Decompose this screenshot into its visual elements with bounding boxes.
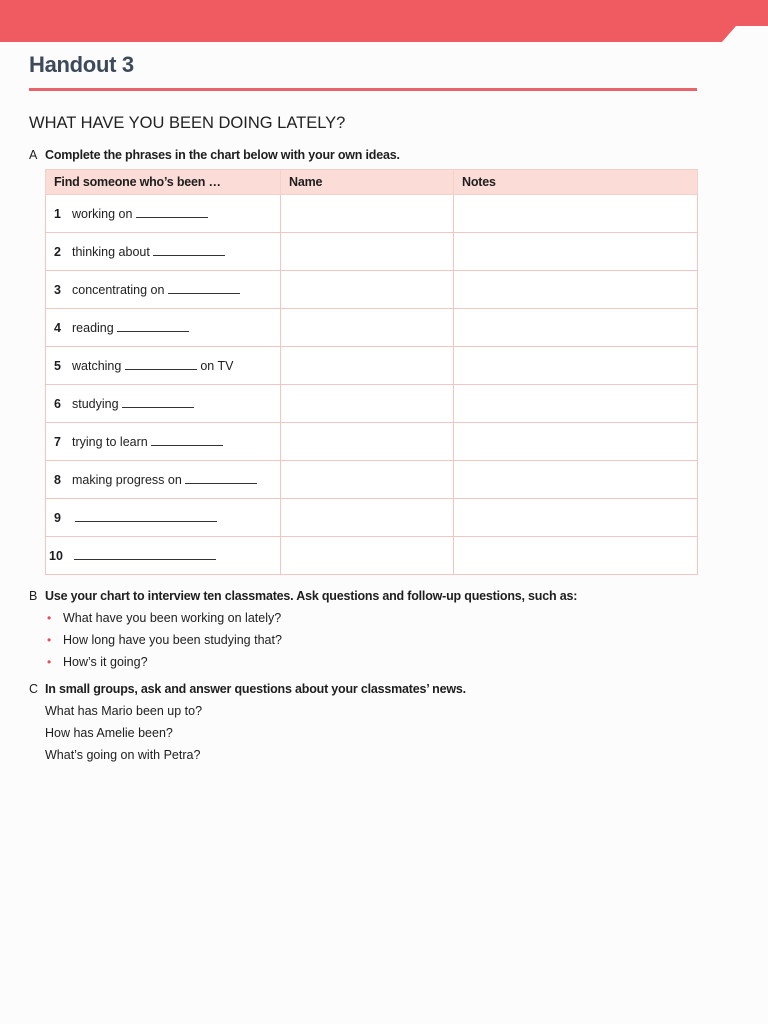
row-number: 10 [49,548,63,563]
table-row [46,537,698,575]
fill-in-blank[interactable] [136,216,208,218]
fill-in-blank[interactable] [75,520,217,522]
column-header-name: Name [281,170,454,195]
fill-in-blank[interactable] [151,444,223,446]
notes-cell[interactable] [454,347,698,385]
phrase-cell [46,499,281,537]
part-c-text: In small groups, ask and answer questions about your classmates’ news. [45,682,466,696]
part-a-text: Complete the phrases in the chart below with your own ideas. [45,148,400,162]
name-cell[interactable] [281,461,454,499]
table-row [46,309,698,347]
phrase-cell [46,537,281,575]
group-question: What has Mario been up to? [45,704,203,718]
phrase-text: thinking about [72,244,150,259]
phrase-text: working on [72,206,133,221]
column-header-find: Find someone who’s been … [46,170,281,195]
chart-header-row [46,170,698,195]
table-row [46,195,698,233]
phrase-cell [46,385,281,423]
row-number: 1 [54,206,61,221]
part-b-text: Use your chart to interview ten classmates. Ask questions and follow-up questions, such as: [45,589,578,603]
phrase-cell [46,195,281,233]
group-question: What’s going on with Petra? [45,748,201,762]
row-number: 7 [54,434,61,449]
name-cell[interactable] [281,195,454,233]
table-row [46,499,698,537]
survey-chart [45,169,698,575]
fill-in-blank[interactable] [125,368,197,370]
name-cell[interactable] [281,309,454,347]
notes-cell[interactable] [454,195,698,233]
phrase-text: concentrating on [72,282,165,297]
phrase-cell [46,309,281,347]
phrase-text: making progress on [72,472,182,487]
row-number: 3 [54,282,61,297]
notes-cell[interactable] [454,423,698,461]
table-row [46,385,698,423]
phrase-text: reading [72,320,114,335]
name-cell[interactable] [281,271,454,309]
notes-cell[interactable] [454,499,698,537]
notes-cell[interactable] [454,271,698,309]
table-row [46,233,698,271]
notes-cell[interactable] [454,537,698,575]
phrase-cell [46,461,281,499]
bullet-icon: • [47,655,52,669]
column-header-notes: Notes [454,170,698,195]
table-row [46,423,698,461]
example-question: How long have you been studying that? [63,633,282,647]
bullet-icon: • [47,611,52,625]
row-number: 5 [54,358,61,373]
group-questions [45,703,202,769]
name-cell[interactable] [281,347,454,385]
table-row [46,461,698,499]
fill-in-blank[interactable] [117,330,189,332]
part-b-letter: B [29,589,38,603]
row-number: 8 [54,472,61,487]
notes-cell[interactable] [454,385,698,423]
row-number: 4 [54,320,61,335]
phrase-cell [46,271,281,309]
header-banner [0,0,768,42]
phrase-text: watching [72,358,122,373]
part-c-letter: C [29,682,39,696]
name-cell[interactable] [281,499,454,537]
phrase-text: trying to learn [72,434,148,449]
name-cell[interactable] [281,537,454,575]
row-number: 2 [54,244,61,259]
phrase-suffix: on TV [200,358,234,373]
name-cell[interactable] [281,423,454,461]
fill-in-blank[interactable] [74,558,216,560]
notes-cell[interactable] [454,309,698,347]
fill-in-blank[interactable] [185,482,257,484]
phrase-cell [46,347,281,385]
group-question: How has Amelie been? [45,726,173,740]
name-cell[interactable] [281,385,454,423]
table-row [46,271,698,309]
fill-in-blank[interactable] [122,406,194,408]
name-cell[interactable] [281,233,454,271]
bullet-icon: • [47,633,52,647]
notes-cell[interactable] [454,461,698,499]
handout-title: Handout 3 [29,52,134,77]
row-number: 9 [54,510,61,525]
phrase-text: studying [72,396,119,411]
example-question: What have you been working on lately? [63,611,282,625]
fill-in-blank[interactable] [153,254,225,256]
part-a-letter: A [29,148,38,162]
title-divider [29,88,697,91]
notes-cell[interactable] [454,233,698,271]
fill-in-blank[interactable] [168,292,240,294]
phrase-cell [46,423,281,461]
example-question: How’s it going? [63,655,148,669]
phrase-cell [46,233,281,271]
table-row [46,347,698,385]
row-number: 6 [54,396,61,411]
section-title: WHAT HAVE YOU BEEN DOING LATELY? [29,114,346,132]
